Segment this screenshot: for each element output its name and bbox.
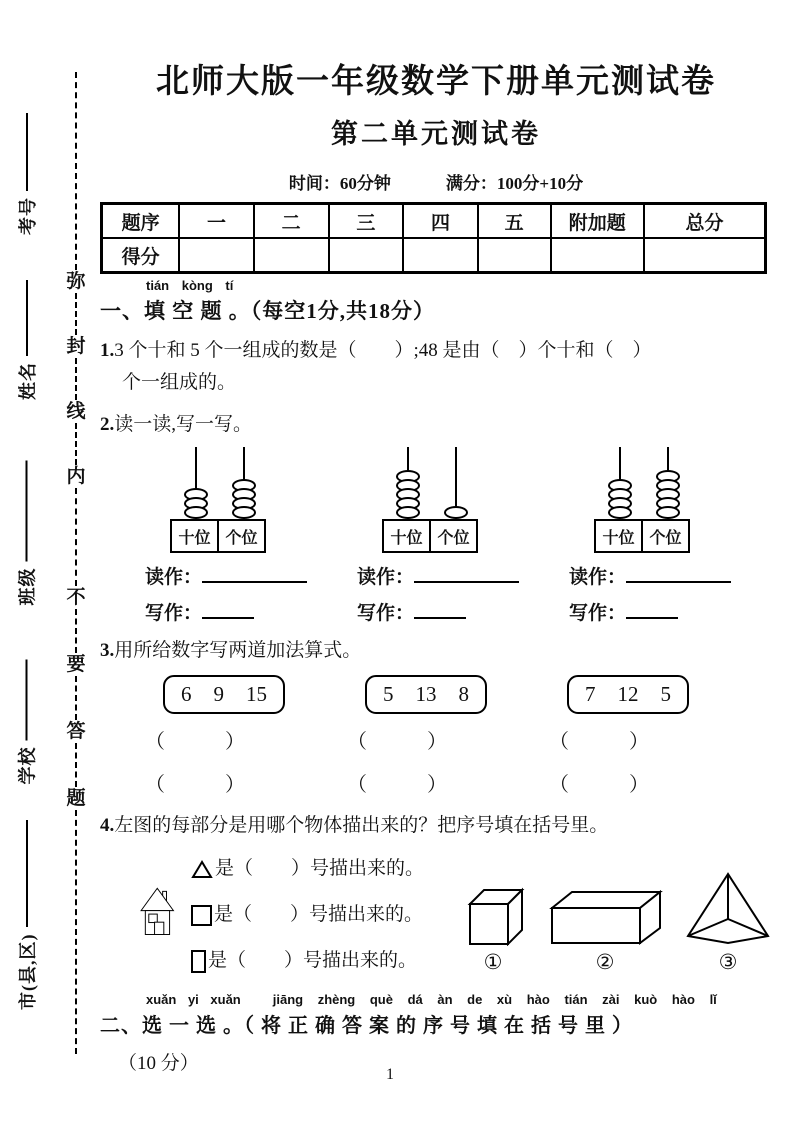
seal-char: 题 [66,788,86,809]
tens-beads [184,492,208,519]
question-number: 3. [100,640,115,661]
header-cell: 五 [478,204,551,239]
abacus-bead [656,506,680,519]
tens-rod [384,447,432,519]
margin-label: 姓名 [18,362,38,400]
object-pyramid [684,870,772,975]
seal-char: 答 [66,721,86,742]
triangle-icon [191,860,213,879]
question-number: 1. [100,340,115,361]
answer-blank [414,601,466,619]
equation-blank: （ ） [549,731,649,753]
place-value-labels [382,519,478,553]
abacus-bead [396,506,420,519]
margin-field-name [14,280,40,400]
square-prompt: 是（ ）号描出来的。 [191,892,424,938]
number: 8 [458,682,469,706]
score-table [100,202,767,274]
abacus-rods [170,447,270,519]
margin-fill-line [26,113,28,191]
equation-blank: （ ） [145,774,245,796]
answer-blank [414,565,519,583]
paper-title: 北师大版一年级数学下册单元测试卷 [156,62,716,99]
number-box [365,675,487,714]
exam-info-row [100,169,772,194]
number: 5 [383,682,394,706]
seal-dash [75,810,77,1054]
triangle-prompt: 是（ ）号描出来的。 [191,846,424,892]
number-box [567,675,689,714]
question-4-figure-row [100,846,772,984]
question-1-line2: 个一组成的。 [122,372,237,393]
question-text: 左图的每部分是用哪个物体描出来的？把序号填在括号里。 [114,815,609,836]
section2-pinyin-row [100,992,772,1007]
tens-rod [596,447,644,519]
score-cell-blank [254,238,329,273]
number: 13 [415,682,437,706]
seal-char: 要 [66,654,86,675]
margin-field-school [14,660,40,785]
number-box [163,675,285,714]
tens-beads [608,483,632,519]
full-score: 满分：100分+10分 [445,174,584,193]
question-1-line1 [100,335,772,367]
solid-objects [460,870,772,975]
tens-label: 十位 [602,529,635,547]
margin-field-city [14,820,40,1010]
seal-char: 弥 [66,271,86,292]
number-group-1 [145,675,347,800]
seal-dash [75,488,77,586]
section1-heading: 一、填 空 题 。（每空1分,共18分） [100,299,435,323]
house-drawing [138,846,175,976]
equation-blank: （ ） [549,774,649,796]
margin-fill-line [26,820,28,928]
object-cuboid [546,886,664,975]
section2-points: （10 分） [118,1053,199,1074]
seal-dash [75,609,77,653]
rect-prompt: 是（ ）号描出来的。 [191,938,424,984]
header-cell: 一 [179,204,254,239]
read-as-label: 读作： [145,567,203,588]
object-cube [460,882,526,975]
number-group-2 [347,675,549,800]
seal-dash [75,676,77,720]
seal-char: 封 [66,336,86,357]
tens-label: 十位 [390,529,423,547]
seal-dash [75,743,77,787]
question-text: 读一读,写一写。 [114,414,253,435]
seal-dash [75,293,77,335]
ones-rod [644,447,692,519]
number: 15 [246,682,267,706]
margin-label: 班级 [17,567,38,606]
write-as-label: 写作： [569,603,627,624]
ones-label: 个位 [641,521,688,551]
pinyin-xuanyixuan: xuǎn yi xuǎn [146,992,241,1007]
equation-blank: （ ） [145,731,245,753]
tens-label: 十位 [178,529,211,547]
read-as-label: 读作： [357,567,415,588]
answer-blank [202,601,254,619]
equation-blank: （ ） [347,774,447,796]
write-as-line [558,598,770,625]
write-as-line [134,598,346,625]
place-value-labels [170,519,266,553]
read-as-line [134,562,346,589]
tens-rod [172,447,220,519]
number-group-3 [549,675,751,800]
tens-beads [396,474,420,519]
ones-beads [232,483,256,519]
header-cell: 题序 [102,204,180,239]
score-cell-blank [478,238,551,273]
ones-beads [656,474,680,519]
ones-beads [444,510,468,519]
ones-rod [220,447,268,519]
score-table-score-row [102,238,766,273]
answer-blank [202,565,307,583]
section1-pinyin: tián kòng tí [146,278,234,293]
abacus-bead [444,506,468,519]
score-cell-blank [644,238,765,273]
margin-field-class [14,461,40,606]
shape-prompts [191,846,424,984]
abacus-bead [608,506,632,519]
score-table-header-row [102,204,766,239]
header-cell: 二 [254,204,329,239]
read-as-line [346,562,558,589]
header-cell: 三 [329,204,404,239]
question-3 [100,635,772,667]
number: 5 [660,682,671,706]
score-cell-blank [403,238,478,273]
write-as-label: 写作： [357,603,415,624]
number: 12 [617,682,639,706]
pyramid-drawing [684,870,772,946]
abacus-diagram [170,447,270,553]
page-number: 1 [386,1066,394,1083]
margin-field-exam-number [14,113,40,235]
score-cell-blank [179,238,254,273]
ones-label: 个位 [217,521,264,551]
abacus-rods [594,447,694,519]
number-boxes-row [145,675,772,800]
header-cell: 附加题 [551,204,645,239]
seal-char: 线 [66,401,86,422]
ones-rod [432,447,480,519]
seal-line [64,72,88,1054]
abacus-group-1 [134,447,346,625]
read-as-label: 读作： [569,567,627,588]
question-number: 2. [100,414,115,435]
equation-blank: （ ） [347,731,447,753]
margin-fill-line [26,660,28,741]
ones-label: 个位 [429,521,476,551]
abacus-row [134,447,772,625]
header-cell: 四 [403,204,478,239]
object-label: ③ [718,950,738,974]
roof-triangle [141,888,173,910]
seal-dash [75,423,77,465]
write-as-line [346,598,558,625]
score-row-label: 得分 [102,238,180,273]
margin-label: 考号 [18,197,38,235]
abacus-diagram [382,447,482,553]
answer-blank [626,601,678,619]
object-label: ① [483,950,503,974]
header-cell: 总分 [644,204,765,239]
abacus-diagram [594,447,694,553]
window-square [149,914,157,922]
cube-drawing [460,882,526,946]
abacus-rods [382,447,482,519]
margin-fill-line [26,461,28,562]
margin-label: 学校 [17,746,38,785]
question-2 [100,409,772,441]
seal-char: 不 [66,587,86,608]
door-rect [155,922,164,934]
score-cell-blank [551,238,645,273]
question-number: 4. [100,815,115,836]
place-value-labels [594,519,690,553]
question-text: 用所给数字写两道加法算式。 [114,640,362,661]
margin-fill-line [26,280,28,356]
paper-content [100,55,772,1075]
question-4 [100,810,772,842]
rectangle-icon [191,950,206,973]
seal-dash [75,72,77,270]
section2-heading: 二、选 一 选 。（ 将 正 确 答 案 的 序 号 填 在 括 号 里 ） [100,1015,633,1037]
abacus-bead [232,506,256,519]
cuboid-drawing [546,886,664,946]
write-as-label: 写作： [145,603,203,624]
number: 9 [213,682,224,706]
number: 6 [181,682,192,706]
abacus-group-3 [558,447,770,625]
object-label: ② [595,950,615,974]
margin-label: 市(县,区) [18,933,38,1010]
pinyin-instruction: jiāng zhèng què dá àn de xù hào tián zài kuò hào lǐ [272,992,717,1007]
question-text: 3 个十和 5 个一组成的数是（ ）;48 是由（ ）个十和（ ） [114,340,652,361]
abacus-group-2 [346,447,558,625]
abacus-bead [184,506,208,519]
read-as-line [558,562,770,589]
seal-char: 内 [66,466,86,487]
time-limit: 时间：60分钟 [288,174,391,193]
unit-subtitle: 第二单元测试卷 [331,119,541,149]
score-cell-blank [329,238,404,273]
answer-blank [626,565,731,583]
seal-dash [75,358,77,400]
square-icon [191,905,212,926]
number: 7 [585,682,596,706]
